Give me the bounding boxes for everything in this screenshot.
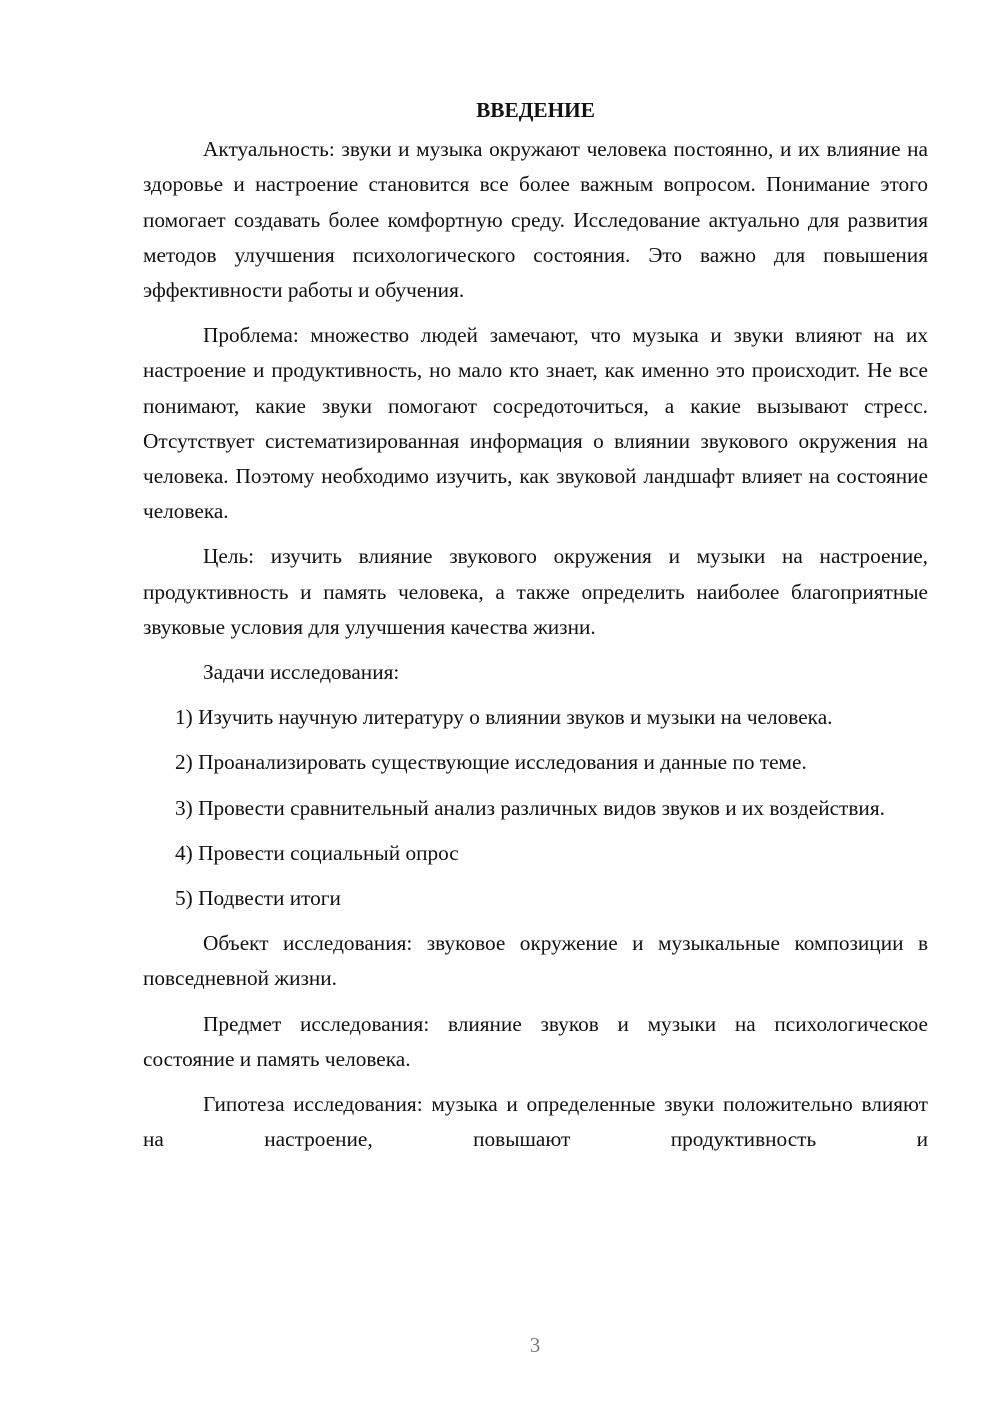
section-heading: ВВЕДЕНИЕ (476, 98, 595, 122)
page-number: 3 (529, 1333, 541, 1357)
page-content (143, 93, 928, 1167)
relevance-paragraph: Актуальность: звуки и музыка окружают человека постоянно, и их влияние на здоровье и настроение становится все более важным вопросом. Понимание этого помогает создавать более комфортную среду. Исследование актуально для развития методов улучшения психологического состояния. Это важно для повышения эффективности работы и обучения. (143, 137, 928, 303)
task-item-3: 3) Провести сравнительный анализ различных видов звуков и их воздействия. (175, 795, 885, 820)
subject-paragraph: Предмет исследования: влияние звуков и музыки на психологическое состояние и память человека. (143, 1011, 928, 1071)
task-item-2: 2) Проанализировать существующие исследования и данные по теме. (175, 750, 807, 775)
problem-paragraph: Проблема: множество людей замечают, что музыка и звуки влияют на их настроение и продуктивность, но мало кто знает, как именно это происходит. Не все понимают, какие звуки помогают сосредоточиться, а какие вызывают стресс. Отсутствует систематизированная информация о влиянии звукового окружения на человека. Поэтому необходимо изучить, как звуковой ландшафт влияет на состояние человека. (143, 323, 928, 524)
object-paragraph: Объект исследования: звуковое окружение и музыкальные композиции в повседневной жизни. (143, 931, 928, 991)
tasks-title: Задачи исследования: (203, 660, 400, 685)
goal-paragraph: Цель: изучить влияние звукового окружения и музыки на настроение, продуктивность и память человека, а также определить наиболее благоприятные звуковые условия для улучшения качества жизни. (143, 544, 928, 639)
task-item-4: 4) Провести социальный опрос (175, 840, 459, 865)
hypothesis-paragraph: Гипотеза исследования: музыка и определенные звуки положительно влияют на настроение, повышают продуктивность и (143, 1092, 928, 1152)
task-item-5: 5) Подвести итоги (175, 886, 341, 911)
task-item-1: 1) Изучить научную литературу о влиянии звуков и музыки на человека. (175, 705, 833, 730)
